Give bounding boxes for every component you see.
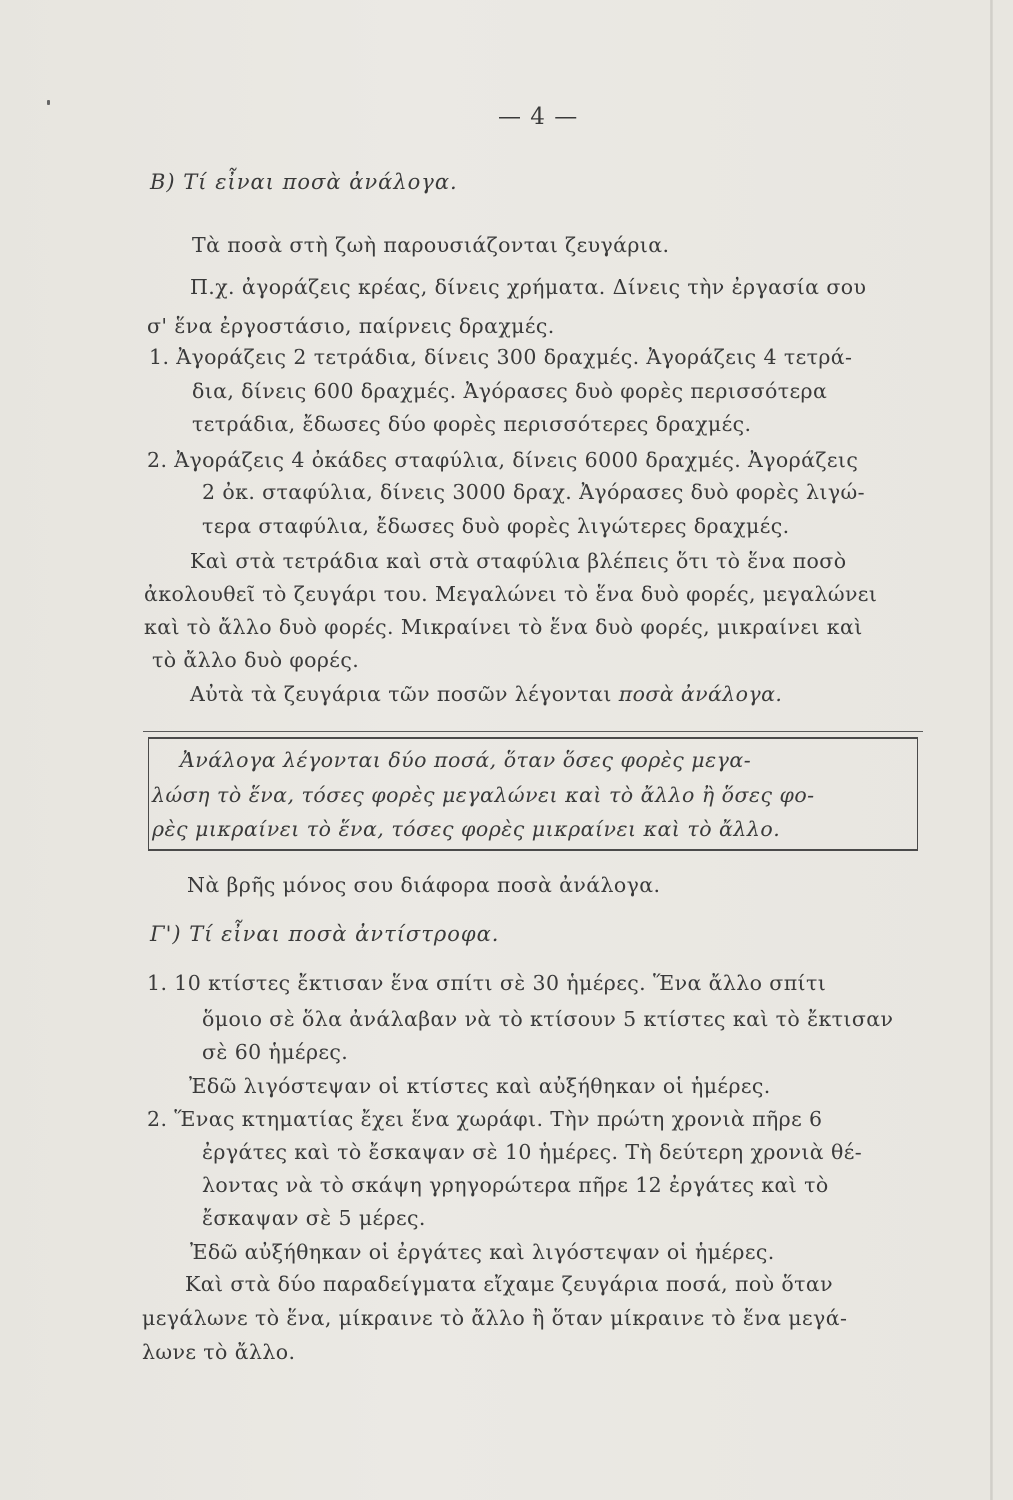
text-line: 2 ὀκ. σταφύλια, δίνεις 3000 δραχ. Ἀγόρασες δυὸ φορὲς λιγώ-: [202, 480, 865, 504]
text-line: μεγάλωνε τὸ ἕνα, μίκραινε τὸ ἄλλο ἢ ὅταν μίκραινε τὸ ἕνα μεγά-: [142, 1306, 848, 1330]
page-edge: [990, 0, 993, 1500]
text-line: Καὶ στὰ δύο παραδείγματα εἴχαμε ζευγάρια ποσά, ποὺ ὅταν: [185, 1272, 833, 1296]
ink-speck: [47, 100, 50, 105]
text-line: σὲ 60 ἡμέρες.: [202, 1040, 349, 1064]
text-line: Π.χ. ἀγοράζεις κρέας, δίνεις χρήματα. Δίνεις τὴν ἐργασία σου: [190, 275, 867, 299]
text-line: [190, 682, 782, 706]
emphasis-term: ποσὰ ἀνάλογα.: [618, 682, 783, 706]
text-line: Καὶ στὰ τετράδια καὶ στὰ σταφύλια βλέπεις ὅτι τὸ ἕνα ποσὸ: [190, 549, 847, 573]
page-number: — 4 —: [498, 104, 579, 130]
text-line: τερα σταφύλια, ἔδωσες δυὸ φορὲς λιγώτερες δραχμές.: [202, 514, 790, 538]
text-line: ὅμοιο σὲ ὅλα ἀνάλαβαν νὰ τὸ κτίσουν 5 κτίστες καὶ τὸ ἔκτισαν: [202, 1007, 894, 1031]
text-line: ἐργάτες καὶ τὸ ἔσκαψαν σὲ 10 ἡμέρες. Τὴ δεύτερη χρονιὰ θέ-: [202, 1140, 863, 1164]
section-b-heading: B) Τί εἶναι ποσὰ ἀνάλογα.: [150, 170, 458, 194]
text-line: ἀκολουθεῖ τὸ ζευγάρι του. Μεγαλώνει τὸ ἕνα δυὸ φορές, μεγαλώνει: [144, 582, 878, 606]
text-line: λωνε τὸ ἄλλο.: [142, 1340, 296, 1364]
text-line: δια, δίνεις 600 δραχμές. Ἀγόρασες δυὸ φορὲς περισσότερα: [192, 379, 828, 403]
definition-line: ρὲς μικραίνει τὸ ἕνα, τόσες φορὲς μικραίνει καὶ τὸ ἄλλο.: [152, 817, 781, 841]
definition-line: Ἀνάλογα λέγονται δύο ποσά, ὅταν ὅσες φορὲς μεγα-: [180, 748, 752, 772]
text-line: Τὰ ποσὰ στὴ ζωὴ παρουσιάζονται ζευγάρια.: [192, 233, 670, 257]
rule-line: [143, 731, 923, 732]
text-line: 1. Ἀγοράζεις 2 τετράδια, δίνεις 300 δραχμές. Ἀγοράζεις 4 τετρά-: [149, 345, 853, 369]
section-c-heading: Γ') Τί εἶναι ποσὰ ἀντίστροφα.: [150, 922, 500, 946]
text-line: Ἐδῶ αὐξήθηκαν οἱ ἐργάτες καὶ λιγόστεψαν οἱ ἡμέρες.: [190, 1240, 775, 1264]
text-span: Αὐτὰ τὰ ζευγάρια τῶν ποσῶν λέγονται: [190, 682, 612, 706]
text-line: λοντας νὰ τὸ σκάψη γρηγορώτερα πῆρε 12 ἐργάτες καὶ τὸ: [202, 1173, 829, 1197]
text-line: 2. Ἕνας κτηματίας ἔχει ἕνα χωράφι. Τὴν πρώτη χρονιὰ πῆρε 6: [147, 1107, 823, 1131]
text-line: Ἐδῶ λιγόστεψαν οἱ κτίστες καὶ αὐξήθηκαν οἱ ἡμέρες.: [189, 1074, 771, 1098]
exercise-text: Νὰ βρῆς μόνος σου διάφορα ποσὰ ἀνάλογα.: [187, 873, 661, 897]
text-line: τετράδια, ἔδωσες δύο φορὲς περισσότερες δραχμές.: [192, 412, 752, 436]
text-line: ἔσκαψαν σὲ 5 μέρες.: [202, 1206, 426, 1230]
text-line: σ' ἕνα ἐργοστάσιο, παίρνεις δραχμές.: [147, 314, 555, 338]
text-line: καὶ τὸ ἄλλο δυὸ φορές. Μικραίνει τὸ ἕνα δυὸ φορές, μικραίνει καὶ: [144, 615, 863, 639]
text-line: 1. 10 κτίστες ἔκτισαν ἕνα σπίτι σὲ 30 ἡμέρες. Ἕνα ἄλλο σπίτι: [147, 971, 827, 995]
text-line: τὸ ἄλλο δυὸ φορές.: [152, 648, 360, 672]
text-line: 2. Ἀγοράζεις 4 ὀκάδες σταφύλια, δίνεις 6000 δραχμές. Ἀγοράζεις: [147, 448, 859, 472]
definition-line: λώση τὸ ἕνα, τόσες φορὲς μεγαλώνει καὶ τὸ ἄλλο ἢ ὅσες φο-: [152, 783, 815, 807]
